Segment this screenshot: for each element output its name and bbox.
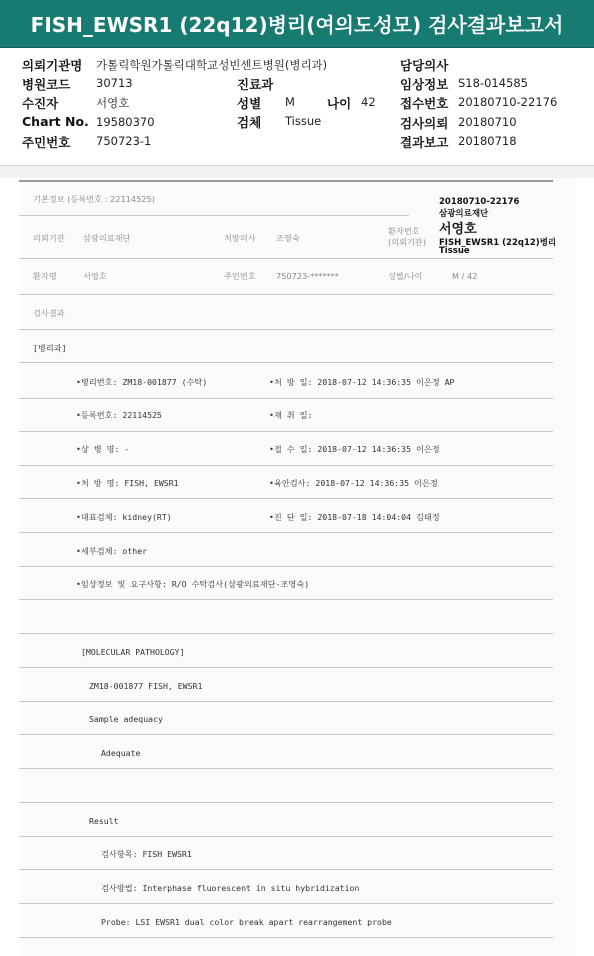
clinical-info-value: S18-014585 [458,76,528,90]
prescriber-label: 처방의사 [224,233,256,243]
corner-receipt-no: 20180710-22176 [439,197,520,207]
test-item: 검사항목: FISH EWSR1 [101,849,192,859]
divider [19,836,553,837]
sexage-label: 성별/나이 [388,271,423,281]
corner-specimen: Tissue [439,246,470,256]
resident-value: 750723-******* [276,271,339,281]
sexage-value: M / 42 [452,271,478,281]
gross-exam: •육안검사: 2018-07-12 14:36:35 이은정 [269,478,438,488]
result-label: Result [89,816,119,826]
detail-specimen: •세부검체: other [76,546,148,556]
prescriber-value: 조영숙 [276,233,300,243]
institution-value: 가톨릭학원가톨릭대학교성빈센트병원(병리과) [96,58,328,72]
resident-no-value: 750723-1 [96,134,152,148]
resample-date: •재 취 일: [269,410,313,420]
divider [19,258,553,259]
sample-adequacy-value: Adequate [101,748,141,758]
separator-band [0,166,594,178]
divider [19,667,553,668]
report-date-label: 결과보고 [400,135,449,150]
patient-name-value: 서영호 [83,271,107,281]
divider [19,566,553,567]
report-title: FISH_EWSR1 (22q12)병리(여의도성모) 검사결과보고서 [0,0,594,48]
divider [19,294,553,295]
divider [19,869,553,870]
divider [19,802,553,803]
divider [19,180,553,182]
receipt-date: •접 수 일: 2018-07-12 14:36:35 이은정 [269,444,440,454]
chart-no-value: 19580370 [96,115,155,129]
patient-no-sublabel: (의뢰기관) [388,237,427,247]
sample-adequacy-label: Sample adequacy [89,714,163,724]
sex-value: M [285,95,295,109]
corner-lab-name: 삼광의료재단 [439,209,489,219]
rx-date: •처 방 일: 2018-07-12 14:36:35 이은정 AP [269,377,455,387]
hospital-code-label: 병원코드 [22,77,71,92]
report-info-panel [0,48,594,166]
dept-tag: [병리과] [33,343,67,353]
scanned-report-image [19,178,575,956]
divider [19,398,553,399]
request-date-value: 20180710 [458,115,517,129]
specimen-value: Tissue [285,114,322,128]
divider [19,734,553,735]
divider [19,701,553,702]
probe: Probe: LSI EWSR1 dual color break apart rearrangement probe [101,917,392,927]
divider [19,532,553,533]
rep-specimen: •대표검체: kidney(RT) [76,512,172,522]
patient-no-label: 환자번호 [388,226,420,236]
req-inst-label: 의뢰기관 [33,233,65,243]
divider [19,937,553,938]
rx-name: •처 방 명: FISH, EWSR1 [76,478,179,488]
result-header: 검사결과 [33,308,65,318]
reg-no: •등록번호: 22114525 [76,410,162,420]
resident-no-label: 주민번호 [22,135,71,150]
pathology-no: •병리번호: ZM18-001877 (수탁) [76,377,208,387]
department-label: 진료과 [237,77,274,92]
divider [19,633,553,634]
age-label: 나이 [327,96,352,111]
doctor-label: 담당의사 [400,58,449,73]
resident-label: 주민번호 [224,271,256,281]
corner-test-name: FISH_EWSR1 (22q12)병리 [439,238,557,248]
case-line: ZM18-001877 FISH, EWSR1 [89,681,203,691]
disease-name: •상 병 명: - [76,444,130,454]
institution-label: 의뢰기관명 [22,58,83,73]
request-date-label: 검사의뢰 [400,116,449,131]
divider [19,498,553,499]
divider [19,599,553,600]
clinical-request: •임상정보 및 요구사항: R/O 수탁검사(삼광의료재단-조영숙) [76,579,310,589]
receipt-no-label: 접수번호 [400,96,449,111]
receipt-no-value: 20180710-22176 [458,95,558,109]
clinical-info-label: 임상정보 [400,77,449,92]
sex-label: 성별 [237,96,262,111]
test-method: 검사방법: Interphase fluorescent in situ hybridization [101,883,360,893]
divider [19,465,553,466]
divider [19,903,553,904]
divider [19,768,553,769]
divider [19,329,553,330]
divider [19,431,553,432]
req-inst-value: 삼광의료재단 [83,233,131,243]
report-date-value: 20180718 [458,134,517,148]
age-value: 42 [361,95,376,109]
diag-date: •진 단 일: 2018-07-18 14:04:04 김태정 [269,512,440,522]
divider [19,362,553,363]
molecular-pathology-heading: [MOLECULAR PATHOLOGY] [81,647,185,657]
corner-patient-name: 서영호 [439,222,477,237]
patient-name-label: 환자명 [33,271,57,281]
chart-no-label: Chart No. [22,114,89,129]
divider [19,215,409,216]
examinee-value: 서영호 [96,96,130,110]
hospital-code-value: 30713 [96,76,133,90]
basic-info-heading: 기본정보 (등록번호 : 22114525) [33,194,155,204]
specimen-label: 검체 [237,115,262,130]
examinee-label: 수진자 [22,96,59,111]
